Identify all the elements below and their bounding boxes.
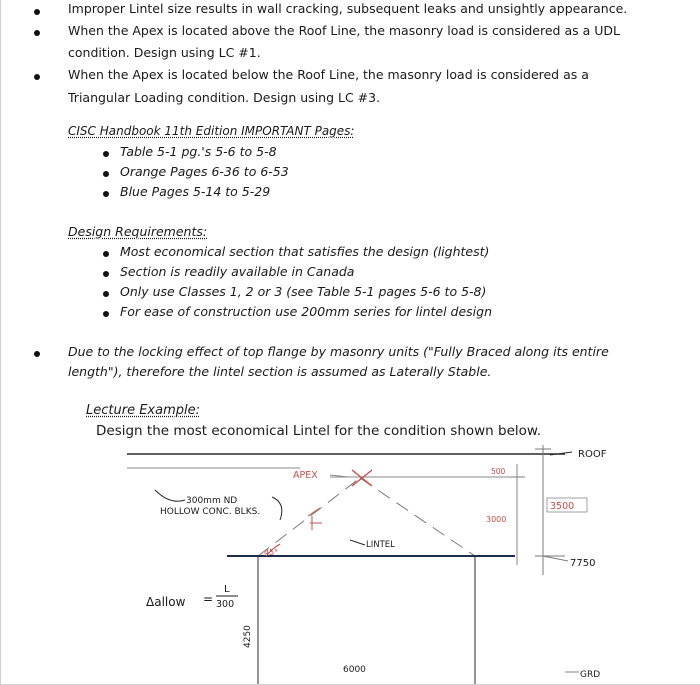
handbook-item-1: Table 5-1 pg.'s 5-6 to 5-8	[120, 144, 277, 159]
dimension-6000: 6000	[343, 665, 366, 675]
wall-label-leader	[155, 490, 185, 501]
requirement-item-1: Most economical section that satisfies the design (lightest)	[120, 244, 490, 259]
dimension-3000: 3000	[486, 515, 507, 524]
deflection-allow-label: Δallow	[146, 595, 186, 609]
locking-note-line-2: length"), therefore the lintel section is assumed as Laterally Stable.	[68, 364, 492, 379]
dimension-7750: 7750	[570, 558, 596, 569]
deflection-denominator: 300	[216, 599, 235, 610]
requirement-item-3: Only use Classes 1, 2 or 3 (see Table 5-1 pages 5-6 to 5-8)	[120, 284, 487, 299]
lecture-example-heading: Lecture Example:	[86, 403, 200, 418]
apex-label: APEX	[293, 470, 318, 481]
requirement-item-4: For ease of construction use 200mm series for lintel design	[120, 304, 493, 319]
intro-bullet-2-line-2: condition. Design using LC #1.	[68, 45, 261, 60]
handbook-heading: CISC Handbook 11th Edition IMPORTANT Pages:	[68, 124, 355, 138]
dimension-500: 500	[491, 467, 506, 476]
lintel-label-leader	[350, 540, 365, 545]
intro-bullet-3-line-1: When the Apex is located below the Roof Line, the masonry load is considered as a	[68, 67, 589, 82]
equals-sign: =	[203, 592, 214, 606]
roof-label: ROOF	[578, 449, 607, 460]
angle-label: 45°	[264, 548, 279, 557]
intro-bullet-2-line-1: When the Apex is located above the Roof Line, the masonry load is considered as a UDL	[68, 23, 620, 38]
apex-left-line	[258, 478, 360, 556]
dimension-leader-7750	[543, 556, 568, 561]
ground-label: GRD	[580, 670, 601, 680]
wall-label-line-1: 300mm ND	[186, 496, 238, 506]
design-requirements-heading: Design Requirements:	[68, 224, 208, 239]
handbook-item-3: Blue Pages 5-14 to 5-29	[120, 184, 271, 199]
wall-label-bracket	[272, 497, 282, 520]
dimension-3500: 3500	[550, 501, 575, 512]
dimension-4250: 4250	[243, 625, 253, 648]
wall-label-line-2: HOLLOW CONC. BLKS.	[160, 507, 261, 517]
requirement-item-2: Section is readily available in Canada	[120, 264, 355, 279]
intro-bullet-1: Improper Lintel size results in wall cracking, subsequent leaks and unsightly appearance.	[68, 1, 628, 16]
sketch-mark	[308, 508, 320, 516]
lintel-label: LINTEL	[366, 540, 395, 550]
locking-note-line-1: Due to the locking effect of top flange by masonry units ("Fully Braced along its entire	[68, 344, 609, 359]
handbook-item-2: Orange Pages 6-36 to 6-53	[120, 164, 289, 179]
deflection-numerator: L	[224, 584, 230, 595]
intro-bullet-3-line-2: Triangular Loading condition. Design using LC #3.	[68, 90, 381, 105]
lecture-example-statement: Design the most economical Lintel for the condition shown below.	[96, 423, 542, 439]
